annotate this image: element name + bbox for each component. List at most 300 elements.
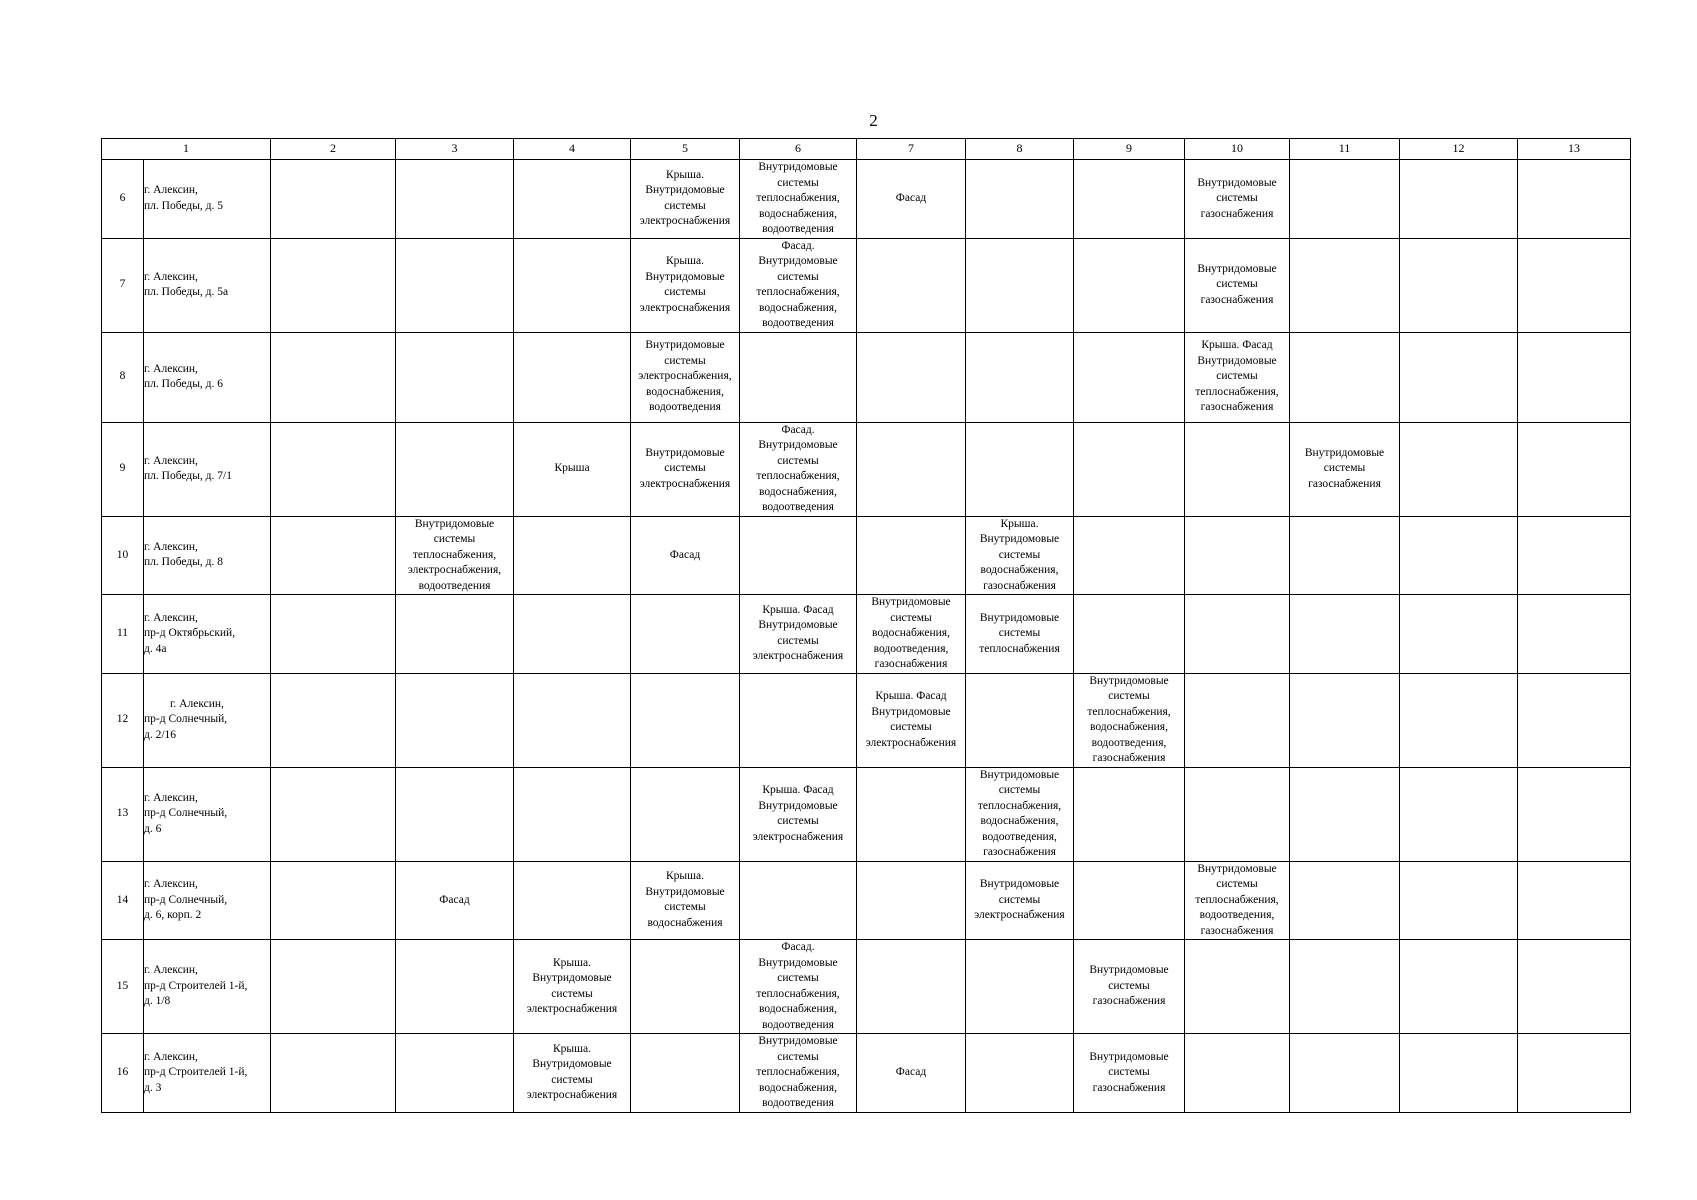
work-text-line: системы bbox=[777, 972, 819, 984]
column-header-3: 3 bbox=[396, 139, 514, 160]
work-cell-col-13 bbox=[1518, 861, 1631, 940]
work-cell-col-2 bbox=[271, 160, 396, 239]
work-cell-col-6 bbox=[740, 1034, 857, 1113]
address-line: г. Алексин, bbox=[144, 270, 198, 283]
work-cell-col-12 bbox=[1400, 595, 1518, 674]
address-cell bbox=[144, 673, 271, 767]
work-text-line: Крыша. Фасад bbox=[762, 603, 834, 616]
work-text-line: водоотведения bbox=[762, 1018, 834, 1031]
work-cell-col-9 bbox=[1074, 767, 1185, 861]
work-text-line: Внутридомовые bbox=[979, 878, 1060, 890]
work-cell-col-8 bbox=[966, 673, 1074, 767]
work-text-line: Внутридомовые bbox=[979, 611, 1060, 624]
table-row bbox=[102, 422, 1631, 516]
work-text-line: газоснабжения bbox=[1200, 401, 1274, 414]
work-text-line: системы bbox=[998, 627, 1041, 639]
work-text-line: Внутридомовые bbox=[758, 161, 838, 173]
work-cell-col-5 bbox=[631, 673, 740, 767]
work-text-line: Внутридомовые bbox=[645, 339, 725, 352]
address-cell bbox=[144, 861, 271, 940]
work-cell-col-2 bbox=[271, 422, 396, 516]
work-cell-col-13 bbox=[1518, 422, 1631, 516]
work-text-line: системы bbox=[777, 270, 819, 283]
column-header-1: 1 bbox=[102, 139, 271, 160]
address-line: д. 6 bbox=[144, 822, 162, 835]
column-header-6: 6 bbox=[740, 139, 857, 160]
row-number: 7 bbox=[102, 238, 144, 332]
work-cell-col-11 bbox=[1290, 238, 1400, 332]
work-text-line: водоотведения bbox=[762, 317, 834, 329]
work-cell-col-10 bbox=[1185, 861, 1290, 940]
work-cell-col-11 bbox=[1290, 332, 1400, 422]
row-number: 6 bbox=[102, 160, 144, 239]
row-number: 14 bbox=[102, 861, 144, 940]
work-cell-col-4 bbox=[514, 238, 631, 332]
work-cell-col-9 bbox=[1074, 160, 1185, 239]
work-cell-col-4 bbox=[514, 861, 631, 940]
work-cell-col-5 bbox=[631, 940, 740, 1034]
work-cell-col-13 bbox=[1518, 940, 1631, 1034]
work-cell-col-3 bbox=[396, 767, 514, 861]
work-cell-col-13 bbox=[1518, 673, 1631, 767]
work-text-line: электроснабжения, bbox=[407, 564, 502, 576]
work-text-line: Крыша. Фасад bbox=[762, 784, 834, 796]
work-text-line: Внутридомовые bbox=[1197, 354, 1277, 367]
address-line: пр-д Строителей 1-й, bbox=[144, 1066, 248, 1078]
work-cell-col-12 bbox=[1400, 160, 1518, 239]
column-number-header bbox=[102, 139, 1631, 160]
work-text-line: водоснабжения, bbox=[759, 485, 837, 498]
work-text-line: водоотведения, bbox=[1091, 736, 1167, 749]
work-cell-col-11 bbox=[1290, 595, 1400, 674]
work-text-line: системы bbox=[998, 893, 1041, 906]
work-cell-col-12 bbox=[1400, 767, 1518, 861]
table-row bbox=[102, 332, 1631, 422]
address-cell bbox=[144, 767, 271, 861]
work-text-line: Внутридомовые bbox=[414, 517, 495, 530]
table-row bbox=[102, 1034, 1631, 1113]
address-line: г. Алексин, bbox=[170, 697, 224, 710]
work-text-line: водоотведения, bbox=[873, 642, 949, 655]
work-cell-col-6 bbox=[740, 861, 857, 940]
work-cell-col-9 bbox=[1074, 516, 1185, 595]
work-text-line: системы bbox=[664, 286, 706, 298]
work-text-line: водоотведения, bbox=[1199, 909, 1275, 921]
work-text-line: Фасад bbox=[669, 548, 701, 561]
column-header-11: 11 bbox=[1290, 139, 1400, 160]
work-cell-col-10 bbox=[1185, 767, 1290, 861]
work-text-line: теплоснабжения, bbox=[756, 987, 840, 1000]
work-cell-col-10 bbox=[1185, 238, 1290, 332]
work-text-line: Внутридомовые bbox=[645, 885, 725, 898]
column-header-13: 13 bbox=[1518, 139, 1631, 160]
work-cell-col-8 bbox=[966, 160, 1074, 239]
work-text-line: Фасад. bbox=[781, 423, 815, 436]
column-header-8: 8 bbox=[966, 139, 1074, 160]
work-text-line: Внутридомовые bbox=[1089, 1050, 1169, 1063]
work-text-line: Крыша. Фасад bbox=[1201, 339, 1273, 352]
row-number: 8 bbox=[102, 332, 144, 422]
work-text-line: водоотведения bbox=[762, 223, 834, 235]
address-cell bbox=[144, 1034, 271, 1113]
work-cell-col-5 bbox=[631, 595, 740, 674]
work-cell-col-9 bbox=[1074, 1034, 1185, 1113]
work-text-line: системы bbox=[1216, 370, 1258, 383]
address-line: г. Алексин, bbox=[144, 1050, 198, 1063]
work-cell-col-7 bbox=[857, 1034, 966, 1113]
work-text-line: газоснабжения bbox=[1092, 752, 1166, 764]
work-cell-col-7 bbox=[857, 160, 966, 239]
work-text-line: электроснабжения bbox=[639, 215, 731, 228]
work-cell-col-10 bbox=[1185, 516, 1290, 595]
work-text-line: Фасад bbox=[439, 893, 470, 906]
work-cell-col-11 bbox=[1290, 160, 1400, 239]
work-cell-col-3 bbox=[396, 1034, 514, 1113]
work-text-line: Внутридомовые bbox=[1304, 446, 1385, 459]
work-text-line: системы bbox=[551, 987, 593, 1000]
work-cell-col-7 bbox=[857, 940, 966, 1034]
address-line: д. 2/16 bbox=[144, 728, 177, 741]
address-line: г. Алексин, bbox=[144, 540, 198, 553]
work-text-line: водоотведения bbox=[418, 579, 491, 592]
work-cell-col-8 bbox=[966, 861, 1074, 940]
work-cell-col-3 bbox=[396, 673, 514, 767]
address-cell bbox=[144, 422, 271, 516]
work-text-line: Внутридомовые bbox=[532, 972, 612, 984]
work-text-line: Внутридомовые bbox=[758, 799, 838, 812]
work-text-line: теплоснабжения, bbox=[977, 799, 1062, 812]
address-line: г. Алексин, bbox=[144, 878, 198, 890]
work-text-line: электроснабжения bbox=[974, 909, 1065, 921]
row-number: 16 bbox=[102, 1034, 144, 1113]
work-cell-col-13 bbox=[1518, 595, 1631, 674]
work-cell-col-4 bbox=[514, 673, 631, 767]
address-cell bbox=[144, 238, 271, 332]
work-cell-col-6 bbox=[740, 940, 857, 1034]
address-cell bbox=[144, 516, 271, 595]
table-row bbox=[102, 940, 1631, 1034]
work-text-line: электроснабжения bbox=[865, 736, 957, 749]
work-cell-col-4 bbox=[514, 595, 631, 674]
work-cell-col-11 bbox=[1290, 516, 1400, 595]
work-cell-col-12 bbox=[1400, 516, 1518, 595]
work-text-line: электроснабжения, bbox=[638, 370, 732, 383]
address-line: пл. Победы, д. 7/1 bbox=[144, 470, 232, 482]
work-text-line: системы bbox=[664, 462, 706, 475]
work-text-line: Внутридомовые bbox=[645, 446, 725, 459]
work-text-line: системы bbox=[1216, 878, 1258, 890]
address-line: пл. Победы, д. 5а bbox=[144, 286, 229, 298]
work-text-line: Крыша bbox=[554, 462, 590, 475]
work-cell-col-4 bbox=[514, 1034, 631, 1113]
work-cell-col-2 bbox=[271, 1034, 396, 1113]
work-text-line: системы bbox=[890, 611, 932, 624]
work-cell-col-8 bbox=[966, 238, 1074, 332]
work-cell-col-9 bbox=[1074, 332, 1185, 422]
table-row bbox=[102, 516, 1631, 595]
work-text-line: газоснабжения bbox=[983, 579, 1056, 592]
work-text-line: электроснабжения bbox=[639, 477, 731, 490]
work-text-line: Крыша. Фасад bbox=[875, 690, 947, 702]
work-cell-col-10 bbox=[1185, 160, 1290, 239]
work-text-line: электроснабжения bbox=[526, 1003, 618, 1015]
work-cell-col-4 bbox=[514, 767, 631, 861]
work-cell-col-4 bbox=[514, 516, 631, 595]
work-cell-col-6 bbox=[740, 160, 857, 239]
work-text-line: водоснабжения bbox=[647, 916, 723, 929]
work-text-line: Внутридомовые bbox=[1089, 674, 1169, 687]
page-number: 2 bbox=[869, 111, 878, 130]
work-text-line: Внутридомовые bbox=[645, 184, 725, 197]
row-number: 15 bbox=[102, 940, 144, 1034]
work-cell-col-3 bbox=[396, 940, 514, 1034]
work-cell-col-12 bbox=[1400, 422, 1518, 516]
work-cell-col-9 bbox=[1074, 238, 1185, 332]
row-number: 10 bbox=[102, 516, 144, 595]
work-cell-col-13 bbox=[1518, 238, 1631, 332]
work-cell-col-11 bbox=[1290, 861, 1400, 940]
work-text-line: системы bbox=[1108, 1066, 1150, 1078]
work-text-line: водоснабжения, bbox=[759, 301, 837, 314]
work-text-line: водоотведения bbox=[649, 401, 721, 414]
work-text-line: системы bbox=[1108, 979, 1150, 992]
work-text-line: Внутридомовые bbox=[1089, 964, 1169, 977]
work-cell-col-9 bbox=[1074, 861, 1185, 940]
address-line: г. Алексин, bbox=[144, 362, 198, 375]
work-cell-col-4 bbox=[514, 422, 631, 516]
work-cell-col-8 bbox=[966, 422, 1074, 516]
work-cell-col-8 bbox=[966, 595, 1074, 674]
work-text-line: Фасад. bbox=[781, 239, 815, 252]
work-text-line: Внутридомовые bbox=[1197, 262, 1277, 275]
table-row bbox=[102, 160, 1631, 239]
work-text-line: водоснабжения, bbox=[980, 564, 1059, 576]
work-text-line: Внутридомовые bbox=[758, 1035, 838, 1047]
work-cell-col-11 bbox=[1290, 673, 1400, 767]
work-text-line: теплоснабжения, bbox=[756, 470, 840, 482]
address-cell bbox=[144, 940, 271, 1034]
address-line: д. 6, корп. 2 bbox=[144, 909, 202, 921]
column-header-12: 12 bbox=[1400, 139, 1518, 160]
work-text-line: газоснабжения bbox=[1092, 995, 1166, 1008]
work-cell-col-10 bbox=[1185, 673, 1290, 767]
work-cell-col-3 bbox=[396, 516, 514, 595]
work-text-line: Внутридомовые bbox=[979, 533, 1060, 545]
work-text-line: водоотведения bbox=[762, 501, 834, 513]
work-text-line: теплоснабжения, bbox=[1195, 893, 1279, 906]
work-cell-col-9 bbox=[1074, 595, 1185, 674]
work-cell-col-8 bbox=[966, 1034, 1074, 1113]
work-text-line: Внутридомовые bbox=[758, 255, 838, 267]
work-cell-col-8 bbox=[966, 332, 1074, 422]
work-text-line: Крыша. bbox=[1000, 517, 1039, 530]
work-text-line: системы bbox=[551, 1073, 593, 1086]
work-cell-col-2 bbox=[271, 767, 396, 861]
work-cell-col-6 bbox=[740, 595, 857, 674]
work-cell-col-12 bbox=[1400, 940, 1518, 1034]
column-header-2: 2 bbox=[271, 139, 396, 160]
table-row bbox=[102, 673, 1631, 767]
column-header-7: 7 bbox=[857, 139, 966, 160]
work-text-line: электроснабжения bbox=[639, 301, 731, 314]
work-cell-col-5 bbox=[631, 160, 740, 239]
address-line: пр-д Строителей 1-й, bbox=[144, 979, 248, 992]
address-line: пр-д Солнечный, bbox=[144, 807, 228, 820]
work-text-line: Крыша. bbox=[666, 870, 704, 883]
work-cell-col-3 bbox=[396, 861, 514, 940]
work-text-line: Крыша. bbox=[553, 1042, 591, 1055]
work-text-line: водоснабжения, bbox=[980, 815, 1059, 827]
work-cell-col-8 bbox=[966, 767, 1074, 861]
work-text-line: водоснабжения, bbox=[1090, 721, 1168, 733]
work-text-line: теплоснабжения, bbox=[1087, 705, 1171, 718]
work-cell-col-4 bbox=[514, 160, 631, 239]
work-text-line: системы bbox=[664, 901, 706, 914]
work-cell-col-11 bbox=[1290, 1034, 1400, 1113]
row-number: 9 bbox=[102, 422, 144, 516]
work-text-line: системы bbox=[998, 784, 1041, 796]
work-cell-col-5 bbox=[631, 861, 740, 940]
work-text-line: электроснабжения bbox=[752, 650, 844, 663]
address-cell bbox=[144, 332, 271, 422]
work-text-line: Внутридомовые bbox=[645, 270, 725, 283]
work-cell-col-2 bbox=[271, 673, 396, 767]
address-line: г. Алексин, bbox=[144, 964, 198, 977]
work-text-line: Внутридомовые bbox=[758, 439, 838, 451]
work-text-line: Крыша. bbox=[666, 255, 704, 267]
work-cell-col-2 bbox=[271, 861, 396, 940]
work-cell-col-7 bbox=[857, 595, 966, 674]
work-cell-col-2 bbox=[271, 238, 396, 332]
work-text-line: Крыша. bbox=[553, 956, 591, 969]
work-cell-col-12 bbox=[1400, 673, 1518, 767]
work-cell-col-13 bbox=[1518, 767, 1631, 861]
work-cell-col-6 bbox=[740, 516, 857, 595]
address-line: д. 3 bbox=[144, 1081, 162, 1094]
work-cell-col-6 bbox=[740, 238, 857, 332]
work-cell-col-7 bbox=[857, 673, 966, 767]
work-text-line: Внутридомовые bbox=[532, 1058, 612, 1071]
work-text-line: газоснабжения bbox=[874, 658, 948, 670]
row-number: 11 bbox=[102, 595, 144, 674]
column-header-4: 4 bbox=[514, 139, 631, 160]
work-cell-col-6 bbox=[740, 673, 857, 767]
work-cell-col-3 bbox=[396, 422, 514, 516]
work-text-line: Крыша. bbox=[666, 168, 704, 181]
work-cell-col-7 bbox=[857, 861, 966, 940]
work-cell-col-7 bbox=[857, 238, 966, 332]
work-text-line: водоснабжения, bbox=[759, 1003, 837, 1015]
work-cell-col-13 bbox=[1518, 1034, 1631, 1113]
work-cell-col-5 bbox=[631, 1034, 740, 1113]
work-cell-col-12 bbox=[1400, 238, 1518, 332]
work-text-line: системы bbox=[1216, 192, 1258, 204]
work-cell-col-6 bbox=[740, 332, 857, 422]
work-cell-col-3 bbox=[396, 160, 514, 239]
work-text-line: Внутридомовые bbox=[979, 768, 1060, 781]
work-cell-col-4 bbox=[514, 332, 631, 422]
work-cell-col-12 bbox=[1400, 1034, 1518, 1113]
address-cell bbox=[144, 595, 271, 674]
work-text-line: теплоснабжения, bbox=[756, 286, 840, 298]
work-text-line: водоснабжения, bbox=[872, 627, 950, 639]
row-number: 13 bbox=[102, 767, 144, 861]
work-text-line: водоотведения bbox=[762, 1097, 834, 1109]
work-cell-col-10 bbox=[1185, 595, 1290, 674]
work-text-line: Фасад bbox=[895, 1066, 927, 1078]
address-cell bbox=[144, 160, 271, 239]
work-text-line: системы bbox=[777, 634, 819, 647]
work-text-line: водоотведения, bbox=[982, 830, 1057, 843]
address-line: пр-д Солнечный, bbox=[144, 893, 228, 906]
address-line: пл. Победы, д. 6 bbox=[144, 378, 224, 390]
work-cell-col-12 bbox=[1400, 861, 1518, 940]
work-cell-col-3 bbox=[396, 238, 514, 332]
address-line: г. Алексин, bbox=[144, 791, 198, 804]
work-cell-col-11 bbox=[1290, 422, 1400, 516]
work-cell-col-11 bbox=[1290, 767, 1400, 861]
table-row bbox=[102, 595, 1631, 674]
work-text-line: системы bbox=[664, 199, 706, 212]
work-cell-col-2 bbox=[271, 940, 396, 1034]
work-text-line: газоснабжения bbox=[983, 846, 1056, 858]
address-line: пл. Победы, д. 8 bbox=[144, 556, 224, 569]
work-cell-col-5 bbox=[631, 238, 740, 332]
work-text-line: системы bbox=[777, 454, 819, 467]
column-header-9: 9 bbox=[1074, 139, 1185, 160]
work-text-line: теплоснабжения, bbox=[756, 1066, 840, 1078]
work-text-line: газоснабжения bbox=[1092, 1081, 1166, 1094]
work-text-line: Фасад bbox=[895, 192, 927, 204]
address-line: д. 1/8 bbox=[144, 995, 171, 1008]
work-text-line: газоснабжения bbox=[1200, 924, 1274, 937]
work-cell-col-7 bbox=[857, 332, 966, 422]
work-text-line: теплоснабжения bbox=[979, 642, 1060, 655]
column-header-5: 5 bbox=[631, 139, 740, 160]
work-text-line: системы bbox=[664, 354, 706, 367]
work-cell-col-9 bbox=[1074, 673, 1185, 767]
work-text-line: водоснабжения, bbox=[759, 1081, 837, 1094]
address-line: пр-д Солнечный, bbox=[144, 713, 228, 726]
work-text-line: Внутридомовые bbox=[1197, 176, 1277, 189]
work-text-line: системы bbox=[998, 548, 1041, 561]
work-cell-col-9 bbox=[1074, 940, 1185, 1034]
work-cell-col-7 bbox=[857, 422, 966, 516]
row-number: 12 bbox=[102, 673, 144, 767]
work-cell-col-5 bbox=[631, 767, 740, 861]
work-text-line: электроснабжения bbox=[752, 830, 844, 843]
table-row bbox=[102, 861, 1631, 940]
address-line: пл. Победы, д. 5 bbox=[144, 199, 224, 212]
work-cell-col-10 bbox=[1185, 940, 1290, 1034]
work-text-line: Фасад. bbox=[781, 941, 815, 953]
work-text-line: Внутридомовые bbox=[758, 956, 838, 969]
work-text-line: водоснабжения, bbox=[759, 207, 837, 220]
work-cell-col-2 bbox=[271, 332, 396, 422]
address-line: пр-д Октябрьский, bbox=[144, 627, 236, 639]
work-cell-col-5 bbox=[631, 332, 740, 422]
work-text-line: системы bbox=[777, 1050, 819, 1063]
table-row bbox=[102, 767, 1631, 861]
work-text-line: системы bbox=[433, 533, 476, 545]
work-text-line: теплоснабжения, bbox=[756, 192, 840, 204]
work-cell-col-8 bbox=[966, 516, 1074, 595]
work-cell-col-3 bbox=[396, 332, 514, 422]
works-schedule-table bbox=[101, 138, 1631, 1113]
work-cell-col-7 bbox=[857, 767, 966, 861]
table-row bbox=[102, 238, 1631, 332]
address-line: д. 4а bbox=[144, 642, 167, 655]
